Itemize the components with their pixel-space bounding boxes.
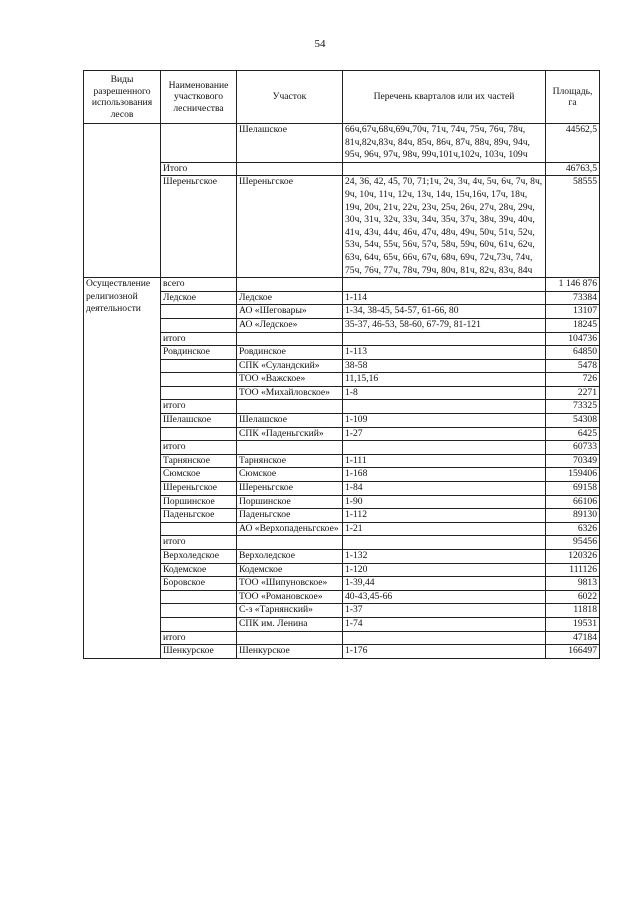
header-quarters: Перечень кварталов или их частей bbox=[343, 71, 546, 124]
cell-area: 69158 bbox=[546, 482, 600, 496]
cell-quarters: 1-8 bbox=[343, 386, 546, 400]
cell-forestry bbox=[161, 604, 237, 618]
cell-section bbox=[237, 536, 343, 550]
table-row bbox=[84, 427, 600, 441]
cell-area: 44562,5 bbox=[546, 124, 600, 163]
cell-forestry: Итого bbox=[161, 162, 237, 176]
cell-section: Кодемское bbox=[237, 563, 343, 577]
cell-quarters bbox=[343, 332, 546, 346]
table-row bbox=[84, 162, 600, 176]
cell-area: 58555 bbox=[546, 176, 600, 278]
cell-section: С-з «Тарнянский» bbox=[237, 604, 343, 618]
cell-section bbox=[237, 162, 343, 176]
cell-forestry: итого bbox=[161, 631, 237, 645]
cell-section: Тарнянское bbox=[237, 454, 343, 468]
header-section: Участок bbox=[237, 71, 343, 124]
cell-section: Паденьгское bbox=[237, 509, 343, 523]
cell-quarters: 1-114 bbox=[343, 291, 546, 305]
cell-area: 726 bbox=[546, 373, 600, 387]
cell-section: АО «Шеговары» bbox=[237, 305, 343, 319]
cell-section bbox=[237, 400, 343, 414]
cell-area: 95456 bbox=[546, 536, 600, 550]
table-row bbox=[84, 441, 600, 455]
cell-forestry bbox=[161, 522, 237, 536]
cell-forestry: Тарнянское bbox=[161, 454, 237, 468]
cell-quarters: 1-84 bbox=[343, 482, 546, 496]
table-row bbox=[84, 291, 600, 305]
cell-quarters: 11,15,16 bbox=[343, 373, 546, 387]
cell-section: Шелашское bbox=[237, 124, 343, 163]
cell-forestry bbox=[161, 590, 237, 604]
cell-area: 89130 bbox=[546, 509, 600, 523]
cell-forestry: Сюмское bbox=[161, 468, 237, 482]
cell-section: ТОО «Важское» bbox=[237, 373, 343, 387]
cell-area: 73325 bbox=[546, 400, 600, 414]
cell-section: ТОО «Шипуновское» bbox=[237, 577, 343, 591]
cell-forestry: Верхоледское bbox=[161, 550, 237, 564]
cell-quarters: 35-37, 46-53, 58-60, 67-79, 81-121 bbox=[343, 318, 546, 332]
cell-section: ТОО «Романовское» bbox=[237, 590, 343, 604]
cell-area: 66106 bbox=[546, 495, 600, 509]
table-row bbox=[84, 577, 600, 591]
cell-area: 18245 bbox=[546, 318, 600, 332]
cell-quarters: 66ч,67ч,68ч,69ч,70ч, 71ч, 74ч, 75ч, 76ч, 78ч, 81ч,82ч,83ч, 84ч, 85ч, 86ч, 87ч, 88ч, 89ч, 94ч, 95ч, 96ч, 97ч, 98ч, 99ч,101ч,102ч, 103ч, 109ч bbox=[343, 124, 546, 163]
cell-forestry: Шереньгское bbox=[161, 482, 237, 496]
cell-section: СПК «Суландский» bbox=[237, 359, 343, 373]
table-row bbox=[84, 305, 600, 319]
header-forestry: Наименование участкового лесничества bbox=[161, 71, 237, 124]
table-row bbox=[84, 454, 600, 468]
cell-section: СПК «Паденьгский» bbox=[237, 427, 343, 441]
cell-quarters: 1-111 bbox=[343, 454, 546, 468]
cell-area: 11818 bbox=[546, 604, 600, 618]
cell-area: 120326 bbox=[546, 550, 600, 564]
cell-section bbox=[237, 278, 343, 292]
cell-area: 9813 bbox=[546, 577, 600, 591]
cell-forestry bbox=[161, 386, 237, 400]
cell-forestry bbox=[161, 617, 237, 631]
cell-forestry: Шенкурское bbox=[161, 645, 237, 659]
table-row bbox=[84, 509, 600, 523]
cell-use-blank bbox=[84, 124, 161, 278]
cell-forestry: итого bbox=[161, 332, 237, 346]
cell-quarters: 1-120 bbox=[343, 563, 546, 577]
cell-forestry bbox=[161, 318, 237, 332]
cell-quarters: 38-58 bbox=[343, 359, 546, 373]
table-row bbox=[84, 631, 600, 645]
cell-section: Верхоледское bbox=[237, 550, 343, 564]
table-header-row bbox=[84, 71, 600, 124]
cell-quarters: 40-43,45-66 bbox=[343, 590, 546, 604]
table-row bbox=[84, 414, 600, 428]
cell-section: Сюмское bbox=[237, 468, 343, 482]
table-row bbox=[84, 645, 600, 659]
cell-section: Поршинское bbox=[237, 495, 343, 509]
cell-section: Ледское bbox=[237, 291, 343, 305]
cell-section: АО «Ледское» bbox=[237, 318, 343, 332]
cell-area: 2271 bbox=[546, 386, 600, 400]
cell-quarters bbox=[343, 536, 546, 550]
cell-quarters: 1-21 bbox=[343, 522, 546, 536]
cell-area: 166497 bbox=[546, 645, 600, 659]
cell-section: Ровдинское bbox=[237, 346, 343, 360]
cell-quarters: 1-113 bbox=[343, 346, 546, 360]
cell-area: 73384 bbox=[546, 291, 600, 305]
cell-section: Шереньгское bbox=[237, 482, 343, 496]
cell-section: Шелашское bbox=[237, 414, 343, 428]
cell-area: 5478 bbox=[546, 359, 600, 373]
cell-quarters: 1-90 bbox=[343, 495, 546, 509]
cell-area: 60733 bbox=[546, 441, 600, 455]
table-row bbox=[84, 176, 600, 278]
cell-area: 47184 bbox=[546, 631, 600, 645]
cell-forestry: Шереньгское bbox=[161, 176, 237, 278]
table-row bbox=[84, 359, 600, 373]
cell-forestry: итого bbox=[161, 400, 237, 414]
cell-area: 111126 bbox=[546, 563, 600, 577]
table-row bbox=[84, 386, 600, 400]
table-row bbox=[84, 495, 600, 509]
table-row bbox=[84, 617, 600, 631]
forest-use-table bbox=[83, 70, 600, 659]
cell-forestry: итого bbox=[161, 536, 237, 550]
cell-forestry: Паденьгское bbox=[161, 509, 237, 523]
table-row bbox=[84, 590, 600, 604]
cell-section bbox=[237, 441, 343, 455]
cell-forestry bbox=[161, 124, 237, 163]
cell-forestry: Ледское bbox=[161, 291, 237, 305]
cell-area: 6425 bbox=[546, 427, 600, 441]
table-row bbox=[84, 536, 600, 550]
cell-section bbox=[237, 631, 343, 645]
table-row bbox=[84, 468, 600, 482]
cell-area: 46763,5 bbox=[546, 162, 600, 176]
cell-quarters: 1-168 bbox=[343, 468, 546, 482]
cell-forestry: всего bbox=[161, 278, 237, 292]
cell-area: 54308 bbox=[546, 414, 600, 428]
cell-quarters bbox=[343, 278, 546, 292]
cell-forestry bbox=[161, 373, 237, 387]
cell-forestry: Боровское bbox=[161, 577, 237, 591]
cell-forestry bbox=[161, 305, 237, 319]
table-row bbox=[84, 400, 600, 414]
cell-area: 104736 bbox=[546, 332, 600, 346]
table-row bbox=[84, 373, 600, 387]
cell-section bbox=[237, 332, 343, 346]
cell-use-religious: Осуществление религиозной деятельности bbox=[84, 278, 161, 659]
cell-quarters: 1-109 bbox=[343, 414, 546, 428]
table-row bbox=[84, 318, 600, 332]
cell-forestry bbox=[161, 427, 237, 441]
cell-quarters: 1-112 bbox=[343, 509, 546, 523]
cell-area: 1 146 876 bbox=[546, 278, 600, 292]
cell-forestry: итого bbox=[161, 441, 237, 455]
cell-quarters: 1-27 bbox=[343, 427, 546, 441]
table-row bbox=[84, 550, 600, 564]
table-row bbox=[84, 346, 600, 360]
page-number: 54 bbox=[314, 38, 326, 50]
header-area: Площадь, га bbox=[546, 71, 600, 124]
cell-section: Шенкурское bbox=[237, 645, 343, 659]
cell-area: 159406 bbox=[546, 468, 600, 482]
table-row bbox=[84, 482, 600, 496]
cell-quarters: 1-37 bbox=[343, 604, 546, 618]
cell-quarters: 1-39,44 bbox=[343, 577, 546, 591]
table-row bbox=[84, 332, 600, 346]
cell-forestry: Поршинское bbox=[161, 495, 237, 509]
cell-quarters: 1-74 bbox=[343, 617, 546, 631]
table-row bbox=[84, 124, 600, 163]
header-use: Виды разрешенного использования лесов bbox=[84, 71, 161, 124]
cell-area: 13107 bbox=[546, 305, 600, 319]
cell-forestry: Шелашское bbox=[161, 414, 237, 428]
cell-section: ТОО «Михайловское» bbox=[237, 386, 343, 400]
table-row bbox=[84, 563, 600, 577]
table-row bbox=[84, 604, 600, 618]
cell-section: Шереньгское bbox=[237, 176, 343, 278]
cell-quarters: 1-132 bbox=[343, 550, 546, 564]
cell-quarters bbox=[343, 162, 546, 176]
table-row bbox=[84, 522, 600, 536]
cell-quarters: 24, 36, 42, 45, 70, 71;1ч, 2ч, 3ч, 4ч, 5ч, 6ч, 7ч, 8ч, 9ч, 10ч, 11ч, 12ч, 13ч, 14ч, 15ч,16ч, 17ч, 18ч, 19ч, 20ч, 21ч, 22ч, 23ч, 25ч, 26ч, 27ч, 28ч, 29ч, 30ч, 31ч, 32ч, 33ч, 34ч, 35ч, 37ч, 38ч, 39ч, 40ч, 41ч, 43ч, 44ч, 46ч, 47ч, 48ч, 49ч, 50ч, 51ч, 52ч, 53ч, 54ч, 55ч, 56ч, 57ч, 58ч, 59ч, 60ч, 61ч, 62ч, 63ч, 64ч, 65ч, 66ч, 67ч, 68ч, 69ч, 72ч,73ч, 74ч, 75ч, 76ч, 77ч, 78ч, 79ч, 80ч, 81ч, 82ч, 83ч, 84ч bbox=[343, 176, 546, 278]
cell-quarters: 1-176 bbox=[343, 645, 546, 659]
cell-area: 6326 bbox=[546, 522, 600, 536]
cell-area: 19531 bbox=[546, 617, 600, 631]
cell-area: 6022 bbox=[546, 590, 600, 604]
cell-section: СПК им. Ленина bbox=[237, 617, 343, 631]
cell-quarters bbox=[343, 400, 546, 414]
cell-section: АО «Верхопаденьгское» bbox=[237, 522, 343, 536]
cell-quarters bbox=[343, 441, 546, 455]
cell-quarters: 1-34, 38-45, 54-57, 61-66, 80 bbox=[343, 305, 546, 319]
cell-forestry: Ровдинское bbox=[161, 346, 237, 360]
cell-quarters bbox=[343, 631, 546, 645]
cell-forestry: Кодемское bbox=[161, 563, 237, 577]
cell-area: 64850 bbox=[546, 346, 600, 360]
table-row bbox=[84, 278, 600, 292]
cell-forestry bbox=[161, 359, 237, 373]
cell-area: 70349 bbox=[546, 454, 600, 468]
